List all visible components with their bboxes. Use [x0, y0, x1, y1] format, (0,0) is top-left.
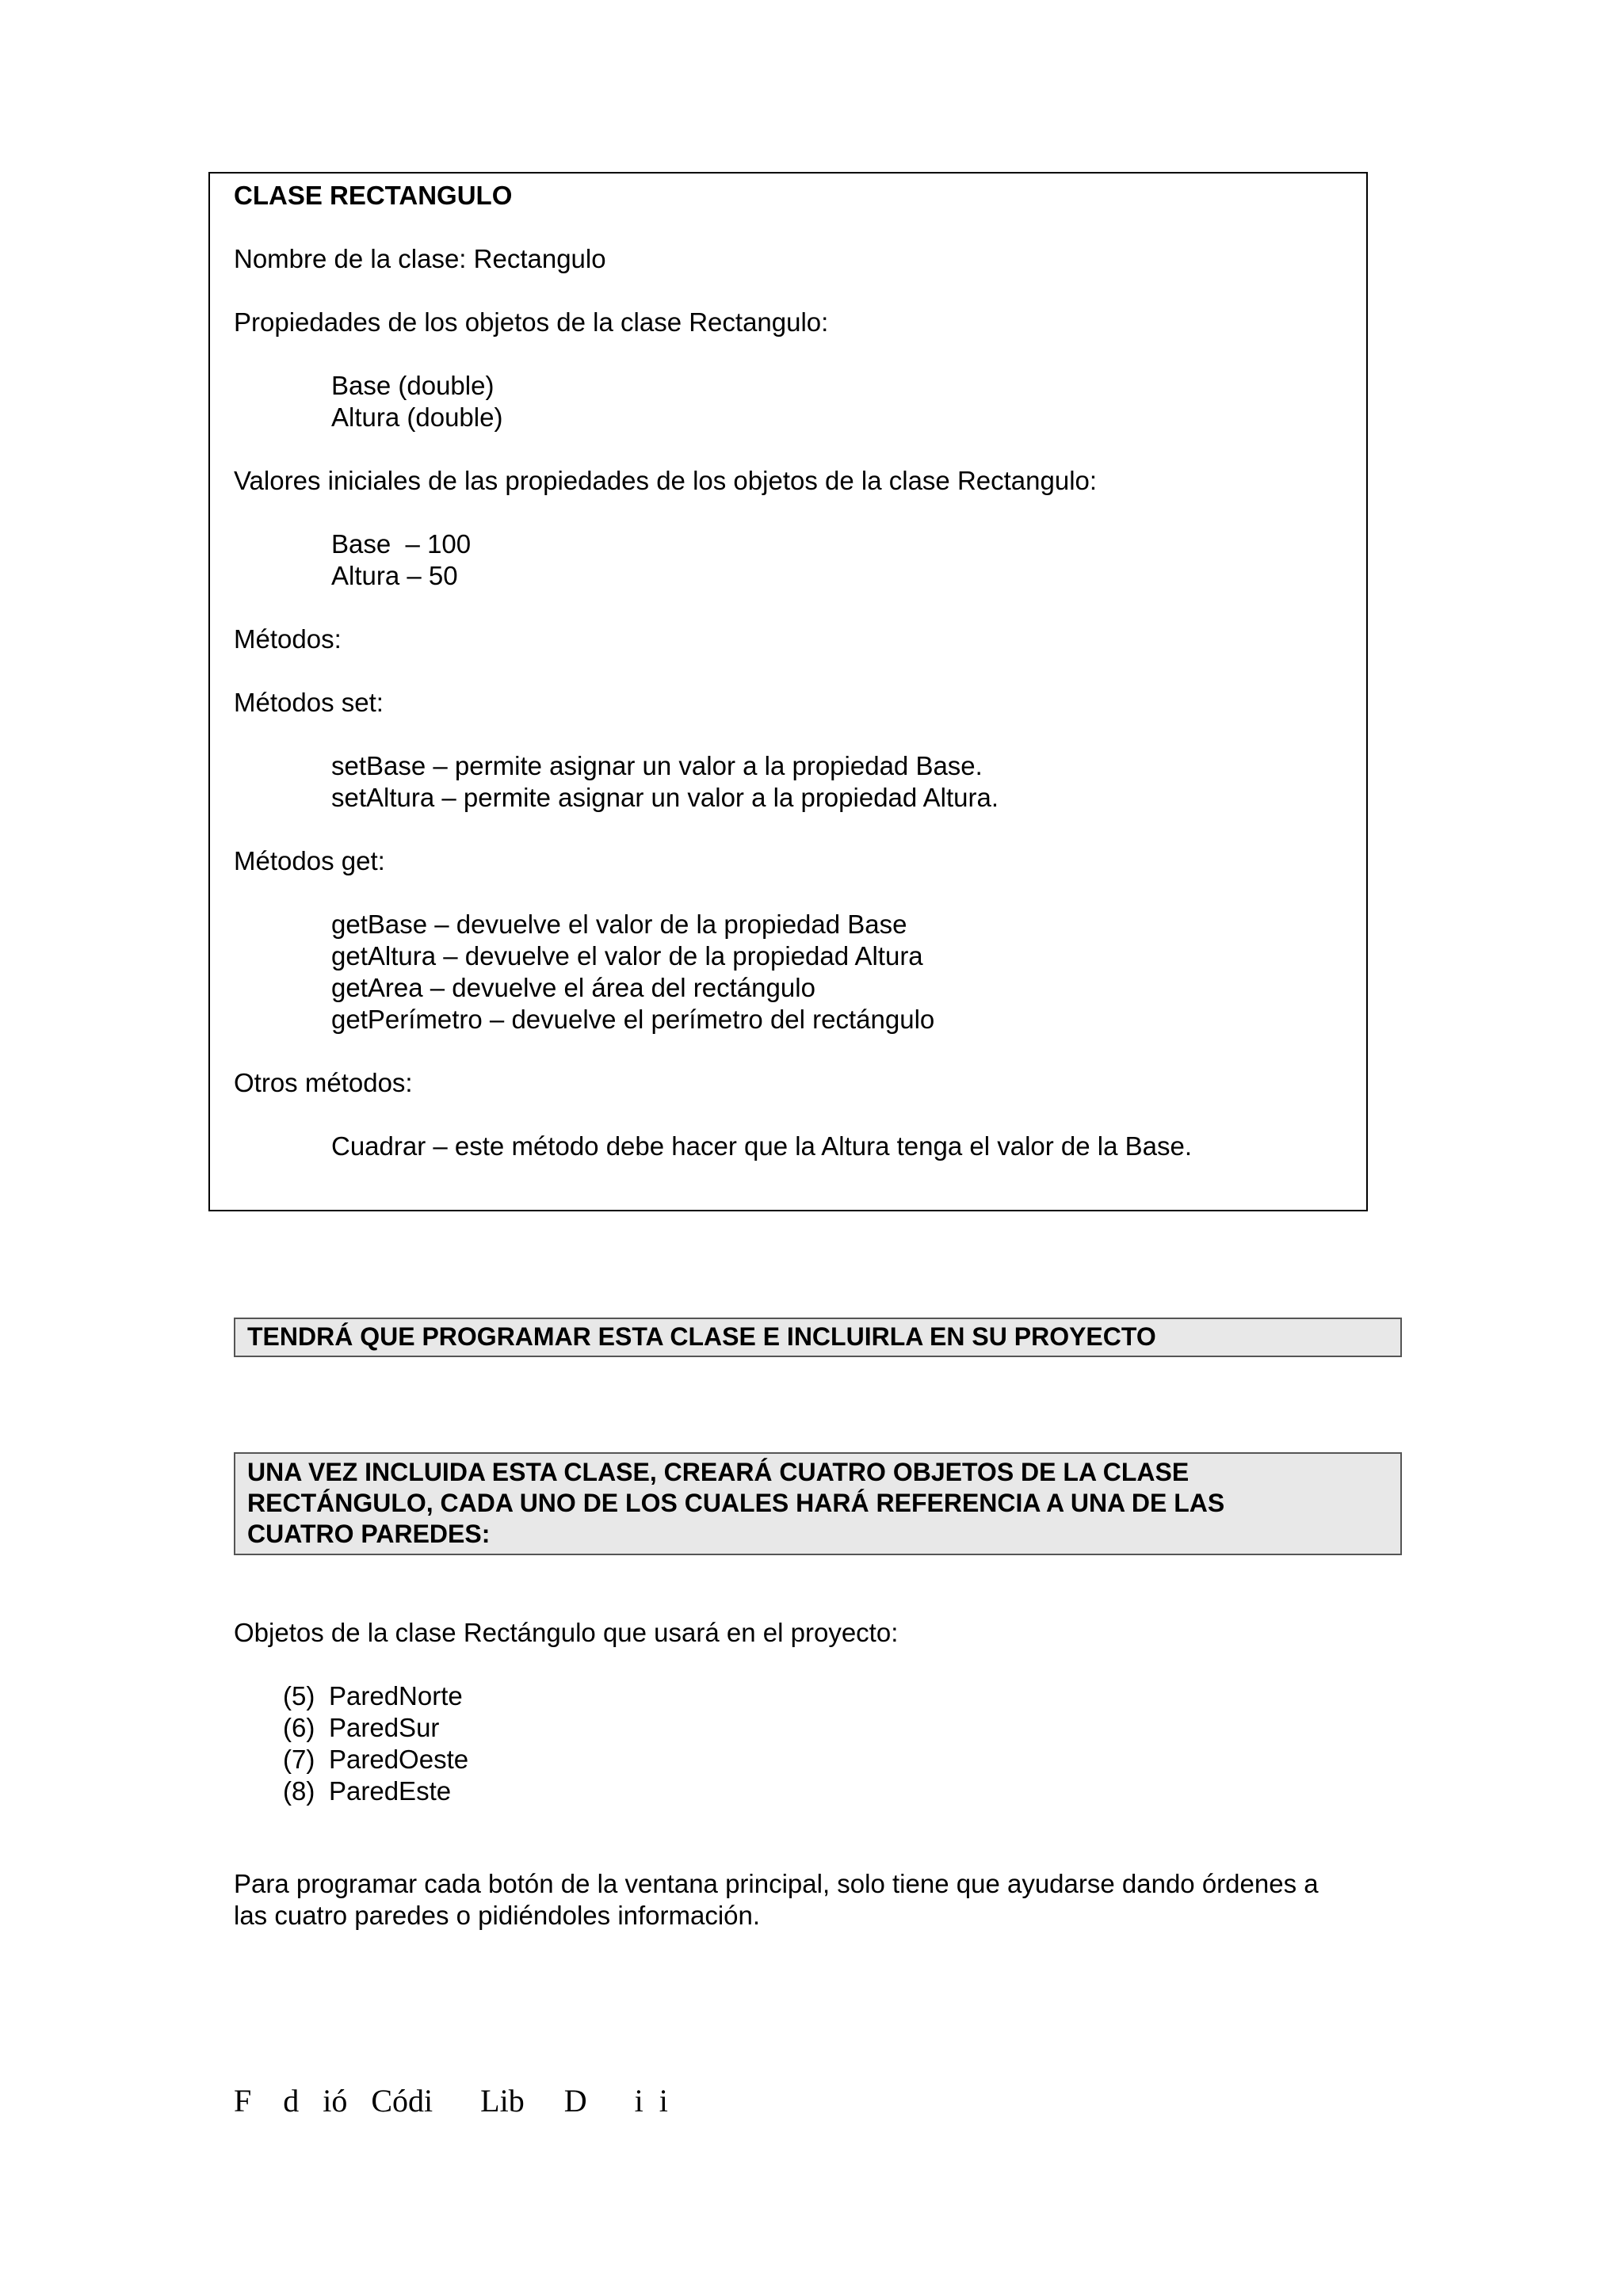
item-number: (8): [283, 1776, 315, 1806]
set-method-item: setAltura – permite asignar un valor a la propiedad Altura.: [331, 783, 999, 812]
get-method-item: getAltura – devuelve el valor de la propiedad Altura: [331, 941, 923, 971]
notice-line: RECTÁNGULO, CADA UNO DE LOS CUALES HARÁ REFERENCIA A UNA DE LAS: [247, 1489, 1225, 1517]
notice-line: UNA VEZ INCLUIDA ESTA CLASE, CREARÁ CUATRO OBJETOS DE LA CLASE: [247, 1458, 1190, 1486]
initial-value-item: Base – 100: [331, 529, 472, 559]
initial-value-item: Altura – 50: [331, 561, 458, 590]
item-name: ParedNorte: [329, 1681, 463, 1711]
other-method-item: Cuadrar – este método debe hacer que la Altura tenga el valor de la Base.: [331, 1131, 1193, 1161]
get-method-item: getArea – devuelve el área del rectángulo: [331, 973, 815, 1002]
class-definition-box: [208, 172, 1368, 1211]
paragraph-line: Para programar cada botón de la ventana principal, solo tiene que ayudarse dando órdenes a: [234, 1869, 1319, 1898]
program-class-notice: [234, 1318, 1402, 1357]
other-methods-heading: Otros métodos:: [234, 1068, 413, 1097]
list-item: [234, 1775, 1407, 1807]
properties-heading: Propiedades de los objetos de la clase Rectangulo:: [234, 307, 829, 337]
class-title: CLASE RECTANGULO: [234, 181, 513, 210]
property-item: Base (double): [331, 371, 495, 400]
set-method-item: setBase – permite asignar un valor a la propiedad Base.: [331, 751, 983, 780]
objects-section: [234, 1617, 1407, 1807]
item-name: ParedEste: [329, 1776, 452, 1806]
list-item: [234, 1712, 1407, 1744]
paragraph-line: las cuatro paredes o pidiéndoles información.: [234, 1901, 761, 1930]
list-item: [234, 1744, 1407, 1775]
list-item: [234, 1680, 1407, 1712]
item-number: (7): [283, 1745, 315, 1774]
initial-values-heading: Valores iniciales de las propiedades de los objetos de la clase Rectangulo:: [234, 466, 1098, 495]
objects-list: [234, 1680, 1407, 1807]
get-methods-heading: Métodos get:: [234, 846, 385, 875]
property-item: Altura (double): [331, 402, 503, 432]
notice-line: CUATRO PAREDES:: [247, 1520, 491, 1548]
create-objects-notice: [234, 1452, 1402, 1555]
instructions-paragraph: [234, 1868, 1415, 1932]
get-method-item: getBase – devuelve el valor de la propiedad Base: [331, 910, 907, 939]
get-method-item: getPerímetro – devuelve el perímetro del rectángulo: [331, 1005, 935, 1034]
item-number: (6): [283, 1713, 315, 1742]
item-name: ParedOeste: [329, 1745, 469, 1774]
set-methods-heading: Métodos set:: [234, 688, 384, 717]
item-name: ParedSur: [329, 1713, 440, 1742]
objects-heading: Objetos de la clase Rectángulo que usará en el proyecto:: [234, 1618, 899, 1647]
methods-heading: Métodos:: [234, 624, 342, 654]
class-name-line: Nombre de la clase: Rectangulo: [234, 244, 606, 273]
item-number: (5): [283, 1681, 315, 1711]
notice-text: TENDRÁ QUE PROGRAMAR ESTA CLASE E INCLUIRLA EN SU PROYECTO: [247, 1322, 1156, 1351]
page-footer: F d ió Códi Lib D i i: [234, 2083, 668, 2119]
